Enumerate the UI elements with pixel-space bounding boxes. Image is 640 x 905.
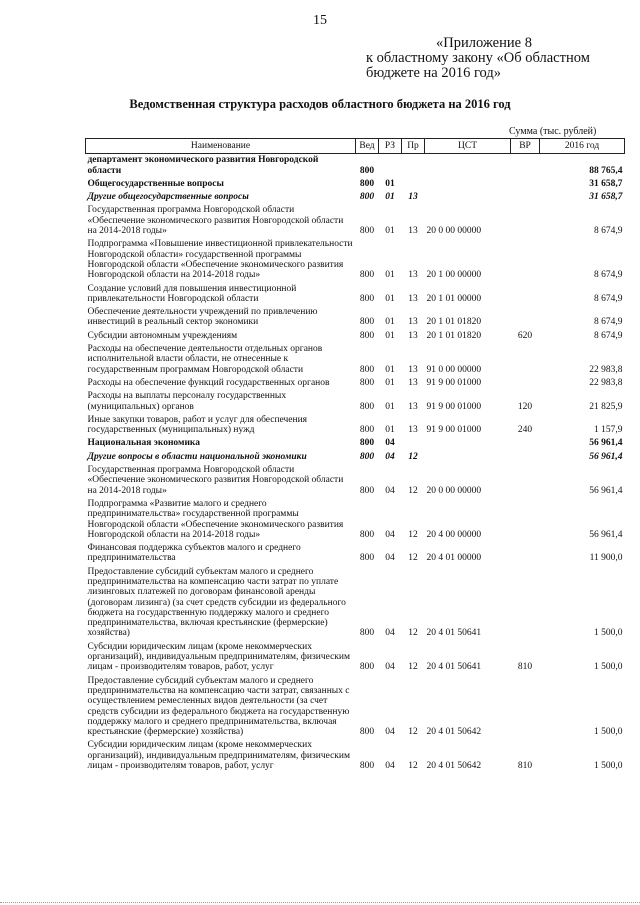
cell-cst: 20 1 01 01820: [426, 317, 482, 328]
header-rz: РЗ: [379, 139, 402, 154]
cell-cst: [425, 154, 511, 178]
cell-cst: 91 9 00 01000: [426, 425, 482, 436]
table-row: [86, 542, 625, 566]
table-row: [86, 464, 625, 498]
cell-pr: 13: [408, 401, 418, 412]
cell-sum: 8 674,9: [594, 317, 623, 328]
cell-pr: 13: [408, 377, 418, 388]
cell-name: департамент экономического развития Новгородской области: [87, 155, 319, 176]
cell-sum: 21 825,9: [589, 401, 623, 412]
cell-ved: 800: [359, 628, 375, 639]
cell-name: Субсидии юридическим лицам (кроме некоммерческих организаций), индивидуальным предпринимателям, физическим лицам - производителям товаров, работ, услуг: [87, 641, 350, 673]
cell-ved: 800: [359, 317, 375, 328]
cell-name: Расходы на обеспечение деятельности отдельных органов исполнительной власти области, не отнесенные к государственным программам Новгородской области: [87, 344, 323, 375]
cell-name: Субсидии автономным учреждениям: [87, 330, 238, 341]
cell-cst: 20 0 00 00000: [426, 485, 482, 496]
cell-name: Расходы на выплаты персоналу государственных (муниципальных) органов: [87, 391, 287, 412]
cell-vr: [511, 542, 540, 566]
table-row: [86, 306, 625, 330]
cell-name: Предоставление субсидий субъектам малого и среднего предпринимательства на компенсацию части затрат, связанных с осуществлением ремесленных видов деятельности (за счет средств субсидии из федерального бюджета на государственную поддержку малого и среднего предпринимательства, включая крестьянские (фермерские) хозяйства): [87, 675, 350, 738]
cell-rz: 01: [385, 192, 395, 203]
cell-pr: 12: [408, 553, 418, 564]
table-row: [86, 238, 625, 282]
cell-vr: [511, 451, 540, 464]
cell-ved: 800: [359, 485, 375, 496]
cell-rz: [379, 154, 402, 178]
cell-sum: 1 157,9: [594, 425, 623, 436]
table-row: [86, 283, 625, 307]
cell-pr: 13: [408, 317, 418, 328]
cell-cst: 91 0 00 00000: [426, 364, 482, 375]
table-row: [86, 154, 625, 178]
cell-ved: 800: [359, 226, 375, 237]
cell-vr: 810: [517, 761, 533, 772]
cell-name: Субсидии юридическим лицам (кроме некоммерческих организаций), индивидуальным предпринимателям, физическим лицам - производителям товаров, работ, услуг: [87, 740, 350, 772]
table-row: [86, 675, 625, 740]
cell-ved: 800: [359, 529, 375, 540]
cell-vr: [511, 675, 540, 740]
cell-cst: 91 9 00 01000: [426, 401, 482, 412]
cell-sum: 1 500,0: [594, 662, 623, 673]
cell-vr: 620: [517, 330, 533, 341]
cell-rz: 04: [385, 553, 395, 564]
cell-cst: 91 9 00 01000: [426, 377, 482, 388]
cell-rz: 04: [385, 727, 395, 738]
cell-cst: 20 0 00 00000: [426, 226, 482, 237]
cell-cst: [425, 437, 511, 450]
header-vr: ВР: [511, 139, 540, 154]
cell-cst: 20 4 01 00000: [426, 553, 482, 564]
table-row: [86, 566, 625, 641]
cell-pr: 13: [408, 192, 418, 203]
page-number: 15: [313, 13, 327, 28]
cell-rz: 01: [385, 425, 395, 436]
cell-rz: 01: [385, 401, 395, 412]
cell-pr: 13: [408, 226, 418, 237]
cell-cst: [425, 451, 511, 464]
cell-name: Государственная программа Новгородской области «Обеспечение экономического развития Новгородской области на 2014-2018 годы»: [87, 205, 344, 237]
cell-rz: 04: [385, 438, 395, 449]
cell-ved: 800: [359, 401, 375, 412]
document-title: Ведомственная структура расходов областного бюджета на 2016 год: [129, 97, 511, 111]
cell-pr: 12: [408, 727, 418, 738]
table-row: [86, 191, 625, 204]
cell-vr: [511, 154, 540, 178]
cell-pr: 13: [408, 293, 418, 304]
cell-sum: 31 658,7: [589, 192, 623, 203]
cell-rz: 01: [385, 377, 395, 388]
cell-sum: 1 500,0: [594, 727, 623, 738]
cell-cst: 20 4 01 50641: [426, 628, 482, 639]
cell-vr: [511, 343, 540, 377]
cell-pr: [402, 178, 425, 191]
cell-rz: 01: [385, 317, 395, 328]
header-name: Наименование: [86, 139, 356, 154]
cell-ved: 800: [359, 377, 375, 388]
header-ved: Вед: [356, 139, 379, 154]
cell-rz: 04: [385, 529, 395, 540]
cell-ved: 800: [359, 293, 375, 304]
cell-pr: 13: [408, 330, 418, 341]
cell-vr: [511, 238, 540, 282]
cell-pr: 12: [408, 451, 418, 462]
cell-sum: 31 658,7: [589, 178, 623, 189]
table-row: [86, 390, 625, 414]
cell-ved: 800: [359, 364, 375, 375]
units-note: Сумма (тыс. рублей): [509, 126, 597, 137]
cell-pr: 12: [408, 628, 418, 639]
cell-vr: [511, 498, 540, 542]
cell-pr: 12: [408, 761, 418, 772]
cell-vr: [511, 178, 540, 191]
cell-name: Финансовая поддержка субъектов малого и среднего предпринимательства: [87, 543, 301, 564]
cell-sum: 11 900,0: [589, 553, 623, 564]
cell-rz: 04: [385, 451, 395, 462]
cell-rz: 04: [385, 485, 395, 496]
appendix-header: [366, 36, 626, 81]
table-row: [86, 739, 625, 773]
cell-ved: 800: [359, 662, 375, 673]
cell-pr: 13: [408, 425, 418, 436]
cell-sum: 1 500,0: [594, 628, 623, 639]
cell-ved: 800: [359, 178, 375, 189]
table-body: [86, 154, 625, 774]
cell-vr: [511, 283, 540, 307]
cell-vr: 810: [517, 662, 533, 673]
cell-sum: 22 983,8: [589, 377, 623, 388]
table-row: [86, 641, 625, 675]
cell-ved: 800: [359, 330, 375, 341]
budget-table: [85, 138, 625, 773]
cell-ved: 800: [359, 165, 375, 176]
cell-name: Подпрограмма «Повышение инвестиционной привлекательности Новгородской области» государственной программы Новгородской области «Обеспечение экономического развития Новгородской области на 2014-2018 годы»: [87, 239, 353, 281]
cell-cst: 20 1 01 01820: [426, 330, 482, 341]
cell-name: Создание условий для повышения инвестиционной привлекательности Новгородской области: [87, 283, 297, 304]
cell-pr: 13: [408, 270, 418, 281]
cell-name: Другие общегосударственные вопросы: [87, 192, 249, 203]
cell-cst: 20 4 01 50642: [426, 761, 482, 772]
cell-sum: 56 961,4: [589, 529, 623, 540]
cell-ved: 800: [359, 192, 375, 203]
cell-vr: [511, 204, 540, 238]
cell-name: Государственная программа Новгородской области «Обеспечение экономического развития Новгородской области на 2014-2018 годы»: [87, 465, 344, 496]
cell-cst: [425, 191, 511, 204]
cell-cst: 20 4 01 50642: [426, 727, 482, 738]
cell-pr: 12: [408, 485, 418, 496]
cell-sum: 8 674,9: [594, 270, 623, 281]
cell-ved: 800: [359, 425, 375, 436]
cell-vr: [511, 306, 540, 330]
table-row: [86, 377, 625, 390]
cell-sum: 1 500,0: [594, 761, 623, 772]
cell-vr: 120: [517, 401, 533, 412]
cell-sum: 56 961,4: [589, 485, 623, 496]
cell-pr: 12: [408, 662, 418, 673]
appendix-line-1: «Приложение 8: [436, 35, 532, 51]
table-row: [86, 330, 625, 343]
header-sum: 2016 год: [540, 139, 625, 154]
table-row: [86, 414, 625, 438]
cell-vr: [511, 437, 540, 450]
cell-rz: 04: [385, 761, 395, 772]
appendix-line-2: к областному закону «Об областном: [366, 50, 590, 66]
table-row: [86, 437, 625, 450]
table-row: [86, 178, 625, 191]
cell-sum: 8 674,9: [594, 226, 623, 237]
cell-name: Общегосударственные вопросы: [87, 178, 224, 189]
cell-sum: 8 674,9: [594, 293, 623, 304]
cell-cst: [425, 178, 511, 191]
cell-cst: 20 1 00 00000: [426, 270, 482, 281]
cell-cst: 20 1 01 00000: [426, 293, 482, 304]
cell-vr: 240: [517, 425, 533, 436]
cell-rz: 04: [385, 662, 395, 673]
cell-cst: 20 4 00 00000: [426, 529, 482, 540]
cell-sum: 56 961,4: [589, 438, 623, 449]
table-header-row: [86, 139, 625, 154]
cell-ved: 800: [359, 451, 375, 462]
cell-sum: 88 765,4: [589, 165, 623, 176]
cell-name: Расходы на обеспечение функций государственных органов: [87, 377, 330, 388]
cell-rz: 01: [385, 270, 395, 281]
cell-cst: 20 4 01 50641: [426, 662, 482, 673]
cell-vr: [511, 191, 540, 204]
cell-pr: [402, 154, 425, 178]
cell-name: Обеспечение деятельности учреждений по привлечению инвестиций в реальный сектор экономики: [87, 307, 318, 328]
table-row: [86, 204, 625, 238]
cell-rz: 01: [385, 330, 395, 341]
table-row: [86, 498, 625, 542]
cell-ved: 800: [359, 553, 375, 564]
cell-pr: 12: [408, 529, 418, 540]
cell-name: Подпрограмма «Развитие малого и среднего предпринимательства» государственной программы Новгородской области «Обеспечение экономического развития Новгородской области на 2014-2018 годы»: [87, 498, 344, 540]
cell-sum: 56 961,4: [589, 451, 623, 462]
cell-rz: 04: [385, 628, 395, 639]
cell-sum: 22 983,8: [589, 364, 623, 375]
header-pr: Пр: [402, 139, 425, 154]
cell-rz: 01: [385, 293, 395, 304]
cell-ved: 800: [359, 438, 375, 449]
cell-rz: 01: [385, 226, 395, 237]
table-row: [86, 343, 625, 377]
cell-vr: [511, 464, 540, 498]
cell-ved: 800: [359, 270, 375, 281]
cell-name: Иные закупки товаров, работ и услуг для обеспечения государственных (муниципальных) нужд: [87, 414, 308, 436]
header-cst: ЦСТ: [425, 139, 511, 154]
cell-name: Национальная экономика: [87, 438, 201, 449]
appendix-line-3: бюджете на 2016 год»: [366, 65, 502, 81]
table-row: [86, 451, 625, 464]
cell-vr: [511, 377, 540, 390]
cell-ved: 800: [359, 761, 375, 772]
cell-pr: 13: [408, 364, 418, 375]
cell-name: Предоставление субсидий субъектам малого и среднего предпринимательства на компенсацию части затрат по уплате лизинговых платежей по договорам финансовой аренды (договорам лизинга) (за счет средств субсидии из федерального бюджета на государственную поддержку малого и среднего предпринимательства, включая крестьянские (фермерские) хозяйства): [87, 566, 346, 639]
cell-vr: [511, 566, 540, 641]
cell-rz: 01: [385, 178, 395, 189]
scan-edge-line: [0, 901, 640, 903]
cell-ved: 800: [359, 727, 375, 738]
cell-sum: 8 674,9: [594, 330, 623, 341]
cell-rz: 01: [385, 364, 395, 375]
cell-name: Другие вопросы в области национальной экономики: [87, 451, 307, 462]
cell-pr: [402, 437, 425, 450]
